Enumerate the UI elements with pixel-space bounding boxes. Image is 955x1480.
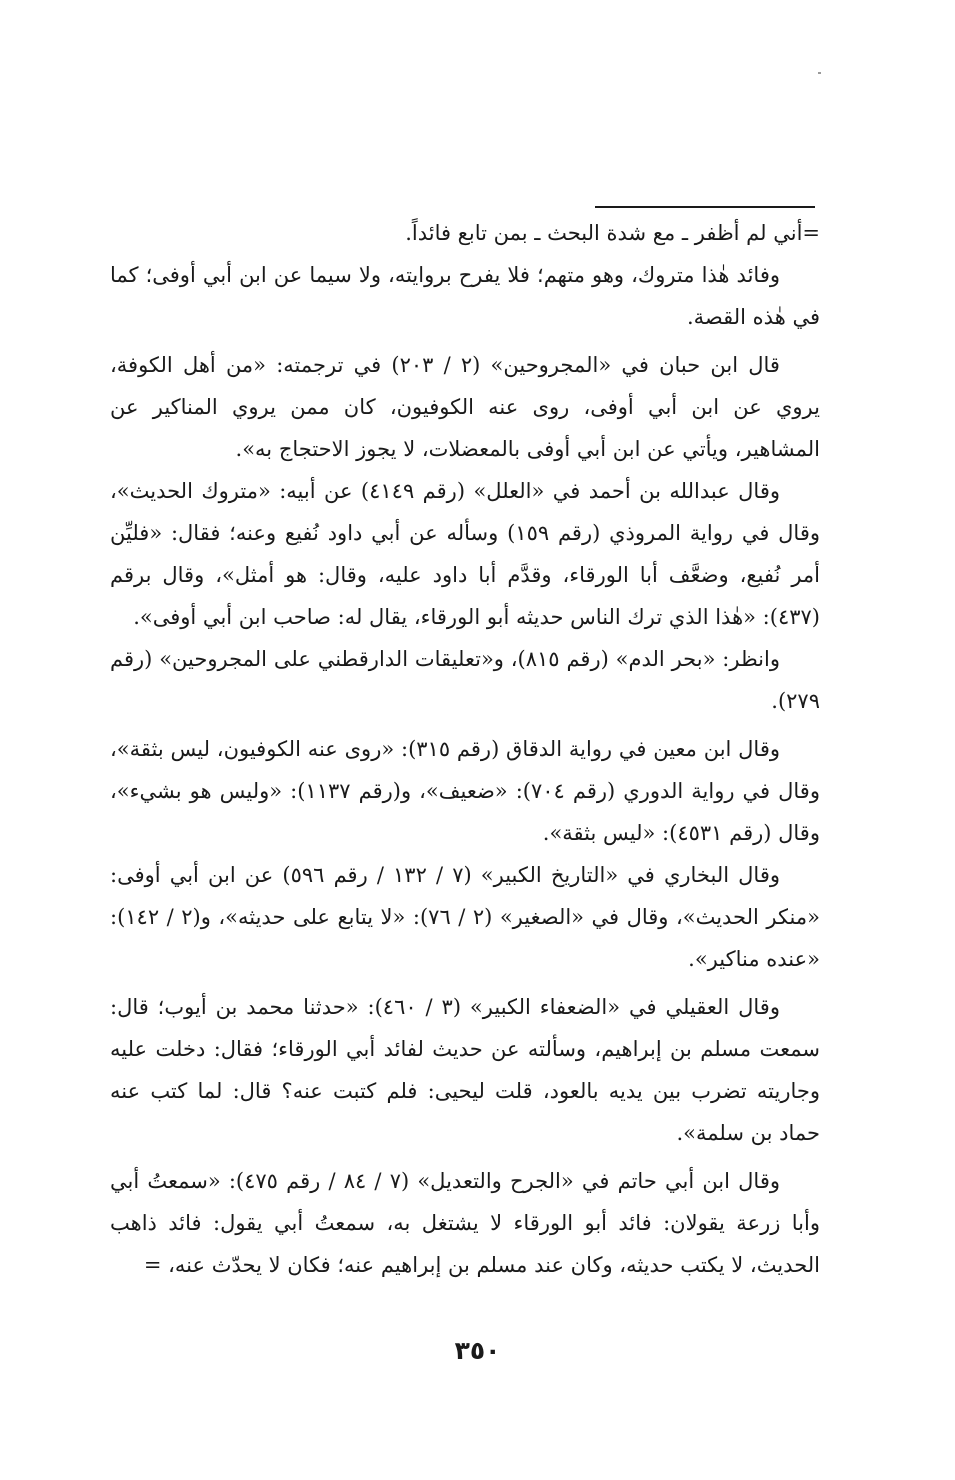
footnote-paragraph: وقال ابن أبي حاتم في «الجرح والتعديل» (٧ / ٨٤ / رقم ٤٧٥): «سمعتُ أبي وأبا زرعة يقولان: فائد أبو الورقاء لا يشتغل به، سمعتُ أبي يقول: فائد ذاهب الحديث، لا يكتب حديثه، وكان عند مسلم بن إبراهيم عنه؛ فكان لا يحدّث عنه، = (110, 1169, 820, 1277)
page-number: ٣٥٠ (454, 1336, 501, 1365)
scan-speck (818, 72, 821, 74)
footnote-paragraph-continuation: =أني لم أظفر ـ مع شدة البحث ـ بمن تابع فائداً. (405, 221, 820, 245)
footnote-paragraph: وانظر: «بحر الدم» (رقم ٨١٥)، و«تعليقات الدارقطني على المجروحين» (رقم ٢٧٩). (110, 647, 820, 713)
footnote-paragraph: وقال البخاري في «التاريخ الكبير» (٧ / ١٣٢ / رقم ٥٩٦) عن ابن أبي أوفى: «منكر الحديث»، وقال في «الصغير» (٢ / ٧٦): «لا يتابع على حديثه»، و(٢ / ١٤٢): «عنده مناكير». (110, 863, 820, 971)
footnote-paragraph: وقال ابن معين في رواية الدقاق (رقم ٣١٥): «روى عنه الكوفيون، ليس بثقة»، وقال في رواية الدوري (رقم ٧٠٤): «ضعيف»، و(رقم ١١٣٧): «وليس هو بشيء»، وقال (رقم ٤٥٣١): «ليس بثقة». (110, 737, 820, 845)
footnote-paragraph: قال ابن حبان في «المجروحين» (٢ / ٢٠٣) في ترجمته: «من أهل الكوفة، يروي عن ابن أبي أوفى، روى عنه الكوفيون، كان ممن يروي المناكير عن المشاهير، ويأتي عن ابن أبي أوفى بالمعضلات، لا يجوز الاحتجاج به». (110, 353, 820, 461)
footnote-paragraph: وفائد هٰذا متروك، وهو متهم؛ فلا يفرح بروايته، ولا سيما عن ابن أبي أوفى؛ كما في هٰذه القصة. (110, 263, 820, 329)
footnote-text-block (110, 212, 820, 1286)
footnote-separator-rule (595, 206, 815, 208)
footnote-paragraph: وقال العقيلي في «الضعفاء الكبير» (٣ / ٤٦٠): «حدثنا محمد بن أيوب؛ قال: سمعت مسلم بن إبراهيم، وسألته عن حديث لفائد أبي الورقاء؛ فقال: دخلت عليه وجاريته تضرب بين يديه بالعود، قلت ليحيى: فلم كتبت عنه؟ قال: لما كتب عنه حماد بن سلمة». (110, 995, 820, 1145)
footnote-paragraph: وقال عبدالله بن أحمد في «العلل» (رقم ٤١٤٩) عن أبيه: «متروك الحديث»، وقال في رواية المروذي (رقم ١٥٩) وسأله عن أبي داود نُفيع وعنه؛ فقال: «فليِّن أمر نُفيع، وضعَّف أبا الورقاء، وقدَّم أبا داود عليه، وقال: هو أمثل»، وقال برقم (٤٣٧): «هٰذا الذي ترك الناس حديثه أبو الورقاء، يقال له: صاحب ابن أبي أوفى». (110, 479, 821, 629)
